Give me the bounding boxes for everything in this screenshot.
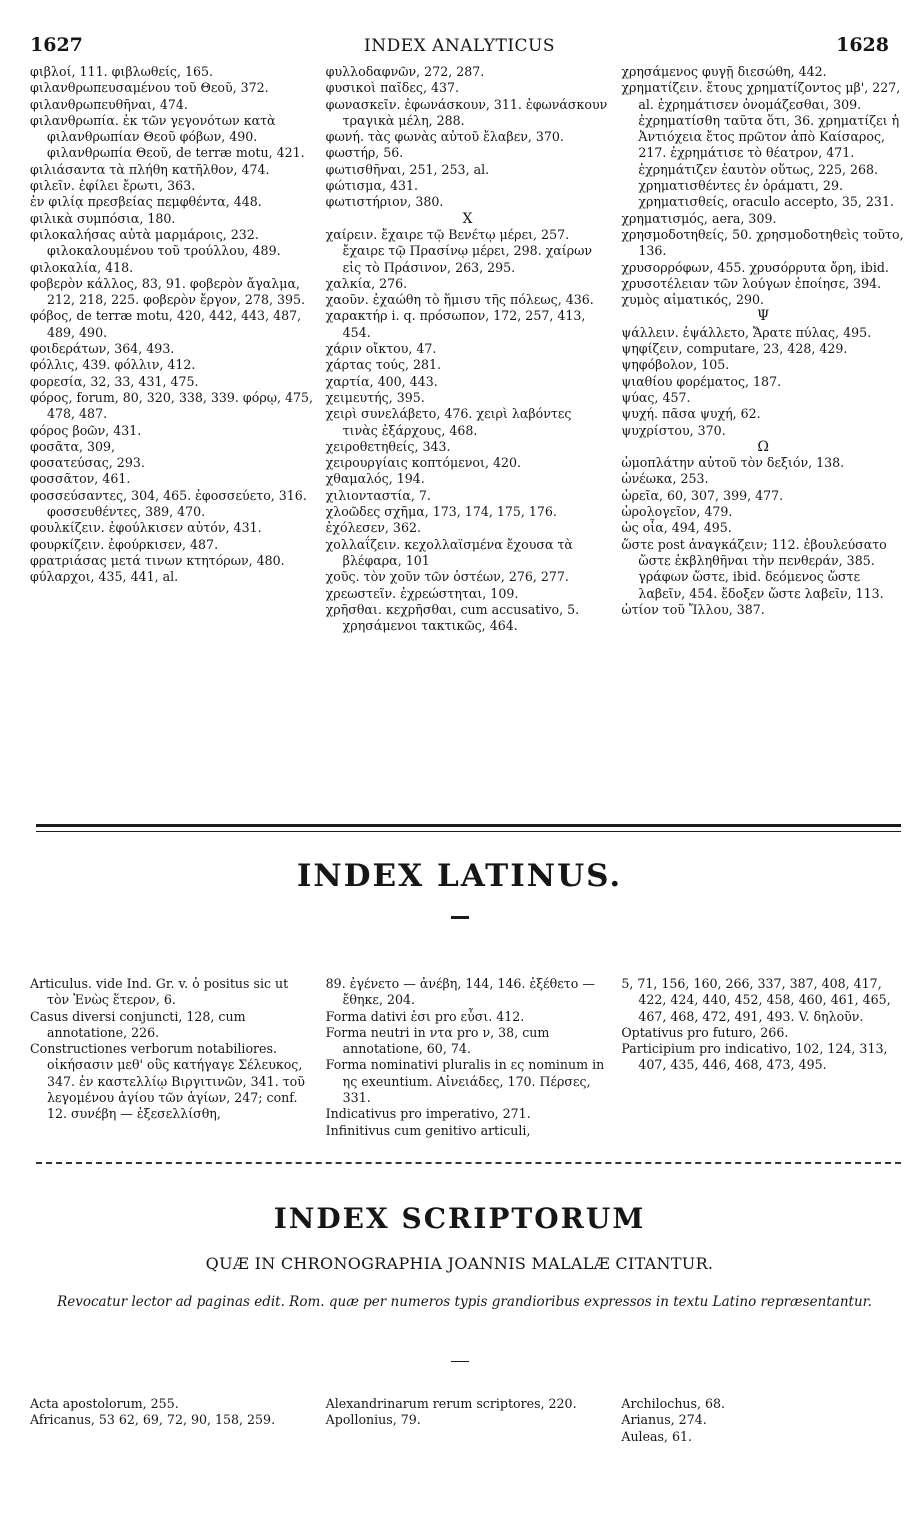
- index-entry: φωτιστήριον, 380.: [325, 194, 444, 210]
- index-entry: φιλεῖν. ἐφίλει ἔρωτι, 363.: [30, 178, 196, 194]
- index-entry: χυμὸς αἱματικός, 290.: [621, 292, 765, 308]
- index-entry: φόλλις, 439. φόλλιν, 412.: [30, 357, 196, 373]
- index-entry: φωνασκεῖν. ἐφωνάσκουν, 311. ἐφωνάσκουν τραγικὰ μέλη, 288.: [325, 96, 608, 128]
- index-entry: ψυχή. πᾶσα ψυχή, 62.: [621, 406, 761, 422]
- index-entry: χάριν οἴκτου, 47.: [325, 341, 437, 357]
- index-entry: φουλκίζειν. ἐφούλκισεν αὐτόν, 431.: [30, 520, 262, 536]
- column-3: [621, 976, 905, 1139]
- index-entry: 5, 71, 156, 160, 266, 337, 387, 408, 417, 422, 424, 440, 452, 458, 460, 461, 465, 467, 468, 472, 491, 493. V. δηλοῦν.: [621, 976, 891, 1024]
- index-entry: χειμευτής, 395.: [325, 389, 425, 405]
- column-3: [621, 64, 905, 634]
- index-entry: ἐχόλεσεν, 362.: [325, 520, 421, 536]
- index-entry: Indicativus pro imperativo, 271.: [325, 1106, 531, 1122]
- index-entry: χρηματίζειν. ἔτους χρηματίζοντος μβ', 227, al. ἐχρημάτισεν ὀνομάζεσθαι, 309. ἐχρηματίσθη ταῦτα ὅτι, 36. χρηματίζει ἡ Ἀντιόχεια ἔτος πρῶτον ἀπὸ Καίσαρος, 217. ἐχρημάτισε τὸ θέατρον, 471. ἐχρημάτιζεν ἑαυτὸν οὕτως, 225, 268. χρηματισθέντες ἐν ὁράματι, 29. χρηματισθείς, oraculo accepto, 35, 231.: [621, 80, 901, 210]
- column-2: [326, 64, 610, 634]
- index-entry: φορεσία, 32, 33, 431, 475.: [30, 373, 199, 389]
- column-1: [30, 1396, 314, 1445]
- index-entry: Forma nominativi pluralis in ες nominum in ης exeuntium. Αἰνειάδες, 170. Πέρσες, 331.: [325, 1057, 605, 1106]
- index-entry: χαίρειν. ἔχαιρε τῷ Βενέτῳ μέρει, 257. ἔχαιρε τῷ Πρασίνῳ μέρει, 298. χαίρων εἰς τὸ Πράσινον, 263, 295.: [325, 226, 593, 275]
- index-entry: χιλιονταστία, 7.: [325, 487, 431, 503]
- title-dash: [451, 916, 469, 919]
- index-entry: χρησμοδοτηθείς, 50. χρησμοδοτηθεὶς τοῦτο, 136.: [621, 226, 904, 259]
- page-number-right: 1628: [836, 34, 889, 56]
- index-entry: ἐν φιλίᾳ πρεσβείας πεμφθέντα, 448.: [30, 194, 262, 210]
- index-entry: Articulus. vide Ind. Gr. v. ὁ positus sic ut τὸν Ἐνὼς ἕτερον, 6.: [30, 976, 289, 1008]
- index-entry: χάρτας τούς, 281.: [325, 357, 442, 373]
- index-entry: φύλαρχοι, 435, 441, al.: [30, 569, 179, 585]
- index-entry: φιβλοί, 111. φιβλωθείς, 165.: [30, 64, 214, 79]
- index-entry: Archilochus, 68.: [621, 1396, 726, 1411]
- index-entry: ὡρολογεῖον, 479.: [621, 504, 733, 520]
- page-number-left: 1627: [30, 34, 83, 56]
- index-entry: χρηματισμός, aera, 309.: [621, 210, 777, 226]
- index-entry: φοιδεράτων, 364, 493.: [30, 341, 175, 357]
- index-entry: Participium pro indicativo, 102, 124, 313, 407, 435, 446, 468, 473, 495.: [621, 1041, 888, 1073]
- index-entry: φοσατεύσας, 293.: [30, 455, 145, 471]
- index-entry: Acta apostolorum, 255.: [30, 1396, 179, 1411]
- index-entry: Auleas, 61.: [621, 1428, 693, 1444]
- index-entry: φόβος, de terræ motu, 420, 442, 443, 487, 489, 490.: [30, 308, 302, 340]
- index-entry: Alexandrinarum rerum scriptores, 220.: [325, 1396, 577, 1411]
- letter-heading: Ψ: [757, 308, 770, 325]
- index-entry: ψάλλειν. ἐψάλλετο, Ἄρατε πύλας, 495.: [621, 324, 872, 340]
- section-subtitle: QUÆ IN CHRONOGRAPHIA JOANNIS MALALÆ CITANTUR.: [205, 1254, 714, 1273]
- index-entry: φιλανθρωπευσαμένου τοῦ Θεοῦ, 372.: [30, 80, 269, 96]
- section-rule-dotted: [36, 1162, 901, 1164]
- section-rule-thin: [36, 831, 901, 832]
- column-2: [326, 976, 610, 1139]
- column-2: [326, 1396, 610, 1445]
- index-entry: χρυσορρόφων, 455. χρυσόρρυτα ὄρη, ibid.: [621, 259, 889, 275]
- index-latinus-columns: [30, 976, 905, 1139]
- section-rule-thick: [36, 824, 901, 827]
- index-entry: φιλοκαλήσας αὐτὰ μαρμάροις, 232. φιλοκαλουμένου τοῦ τρούλλου, 489.: [30, 226, 281, 259]
- index-entry: φιλοκαλία, 418.: [30, 259, 134, 275]
- section-title-latinus: INDEX LATINUS.: [296, 858, 623, 894]
- index-entry: φοσᾶτα, 309,: [30, 438, 116, 454]
- index-entry: ψύας, 457.: [621, 389, 691, 405]
- index-entry: χλοῶδες σχῆμα, 173, 174, 175, 176.: [325, 504, 557, 520]
- index-entry: φρατριάσας μετά τινων κτητόρων, 480.: [30, 552, 285, 568]
- index-entry: Africanus, 53 62, 69, 72, 90, 158, 259.: [30, 1412, 276, 1428]
- index-entry: χαλκία, 276.: [325, 275, 408, 291]
- index-entry: ψυχρίστου, 370.: [621, 422, 726, 438]
- index-entry: φιλιάσαντα τὰ πλήθη κατῆλθον, 474.: [30, 161, 270, 177]
- index-entry: ὡρεῖα, 60, 307, 399, 477.: [621, 487, 784, 503]
- index-entry: χαοῦν. ἐχαώθη τὸ ἥμισυ τῆς πόλεως, 436.: [325, 292, 594, 308]
- column-1: [30, 976, 314, 1139]
- letter-heading: Ω: [757, 438, 769, 455]
- index-entry: ὠνέωκα, 253.: [621, 471, 709, 487]
- index-entry: χρῆσθαι. κεχρῆσθαι, cum accusativo, 5. χρησάμενοι τακτικῶς, 464.: [325, 601, 580, 634]
- running-head: [30, 34, 889, 58]
- section-title-scriptorum: INDEX SCRIPTORUM: [273, 1202, 646, 1235]
- index-entry: χρεωστεῖν. ἐχρεώστηται, 109.: [325, 585, 519, 601]
- index-entry: φόρος, forum, 80, 320, 338, 339. φόρῳ, 475, 478, 487.: [30, 389, 314, 422]
- index-entry: χαρακτήρ i. q. πρόσωπον, 172, 257, 413, 454.: [325, 308, 586, 340]
- index-entry: χαρτία, 400, 443.: [325, 373, 438, 389]
- index-entry: χθαμαλός, 194.: [325, 471, 425, 487]
- index-entry: φόρος βοῶν, 431.: [30, 422, 142, 438]
- letter-heading: Χ: [462, 210, 473, 227]
- index-entry: ψηφίζειν, computare, 23, 428, 429.: [621, 341, 848, 357]
- index-entry: 89. ἐγένετο — ἀνέβη, 144, 146. ἐξέθετο — ἔθηκε, 204.: [325, 976, 595, 1008]
- index-entry: φιλανθρωπία. ἐκ τῶν γεγονότων κατὰ φιλανθρωπίαν Θεοῦ φόβων, 490. φιλανθρωπία Θεοῦ, de terræ motu, 421.: [30, 112, 305, 161]
- index-entry: φουρκίζειν. ἐφούρκισεν, 487.: [30, 536, 219, 552]
- running-title: INDEX ANALYTICUS: [363, 36, 556, 56]
- index-entry: φυλλοδαφνῶν, 272, 287.: [325, 64, 485, 79]
- index-entry: χρησάμενος φυγῇ διεσώθη, 442.: [621, 64, 827, 79]
- index-entry: φωτισθῆναι, 251, 253, al.: [325, 161, 490, 177]
- index-entry: χοῦς. τὸν χοῦν τῶν ὀστέων, 276, 277.: [325, 569, 569, 585]
- index-entry: ὡς οἷα, 494, 495.: [621, 520, 732, 536]
- index-entry: Forma dativi ἐσι pro εὖσι. 412.: [325, 1008, 525, 1024]
- index-entry: Arianus, 274.: [621, 1412, 707, 1428]
- index-entry: Optativus pro futuro, 266.: [621, 1024, 789, 1040]
- index-entry: φοσσεύσαντες, 304, 465. ἐφοσσεύετο, 316. φοσσευθέντες, 389, 470.: [30, 487, 307, 520]
- index-entry: φωνή. τὰς φωνὰς αὐτοῦ ἔλαβεν, 370.: [325, 129, 564, 145]
- index-entry: ψιαθίου φορέματος, 187.: [621, 373, 782, 389]
- index-entry: χειροθετηθείς, 343.: [325, 438, 451, 454]
- column-3: [621, 1396, 905, 1445]
- index-entry: χειρὶ συνελάβετο, 476. χειρὶ λαβόντες τινὰς ἐξάρχους, 468.: [325, 406, 572, 438]
- reader-note: Revocatur lector ad paginas edit. Rom. quæ per numeros typis grandioribus expressos in textu Latino repræsentantur.: [57, 1294, 872, 1310]
- index-entry: φοσσᾶτον, 461.: [30, 471, 131, 487]
- index-entry: Infinitivus cum genitivo articuli,: [325, 1122, 531, 1138]
- index-entry: Constructiones verborum notabiliores. οἰκήσασιν μεθ' οὓς κατήγαγε Σέλευκος, 347. ἐν καστελλίῳ Βιργιτινῶν, 341. τοῦ λεγομένου ἁγίου τῶν ἁγίων, 247; conf. 12. συνέβη — ἐξεσελλίσθη,: [30, 1041, 305, 1122]
- index-entry: Apollonius, 79.: [325, 1412, 421, 1428]
- index-entry: χολλαΐζειν. κεχολλαϊσμένα ἔχουσα τὰ βλέφαρα, 101: [325, 536, 573, 568]
- index-entry: Casus diversi conjuncti, 128, cum annotatione, 226.: [30, 1008, 246, 1040]
- index-entry: φιλανθρωπευθῆναι, 474.: [30, 96, 188, 112]
- column-1: [30, 64, 314, 634]
- index-entry: ὠμοπλάτην αὐτοῦ τὸν δεξιόν, 138.: [621, 455, 845, 471]
- index-entry: ὠτίον τοῦ Ἴλλου, 387.: [621, 601, 765, 617]
- index-entry: Forma neutri in ντα pro ν, 38, cum annotatione, 60, 74.: [325, 1024, 550, 1057]
- index-entry: φοβερὸν κάλλος, 83, 91. φοβερὸν ἄγαλμα, 212, 218, 225. φοβερὸν ἔργον, 278, 395.: [30, 275, 305, 308]
- index-analyticus-columns: [30, 64, 905, 634]
- index-entry: ψηφόβολον, 105.: [621, 357, 730, 373]
- note-dash: [451, 1361, 469, 1362]
- index-scriptorum-columns: [30, 1396, 905, 1445]
- index-entry: ὥστε post ἀναγκάζειν; 112. ἐβουλεύσατο ὥστε ἐκβληθῆναι τὴν πενθεράν, 385. γράφων ὥστε, ibid. δεόμενος ὥστε λαβεῖν, 454. ἔδοξεν ὥστε λαβεῖν, 113.: [621, 536, 887, 601]
- index-entry: φυσικοὶ παῖδες, 437.: [325, 80, 460, 96]
- index-entry: χειρουργίαις κοπτόμενοι, 420.: [325, 455, 521, 471]
- index-entry: φώτισμα, 431.: [325, 178, 418, 194]
- index-entry: φωστήρ, 56.: [325, 145, 404, 161]
- index-entry: χρυσοτέλειαν τῶν λούγων ἐποίησε, 394.: [621, 275, 882, 291]
- index-entry: φιλικὰ συμπόσια, 180.: [30, 210, 176, 226]
